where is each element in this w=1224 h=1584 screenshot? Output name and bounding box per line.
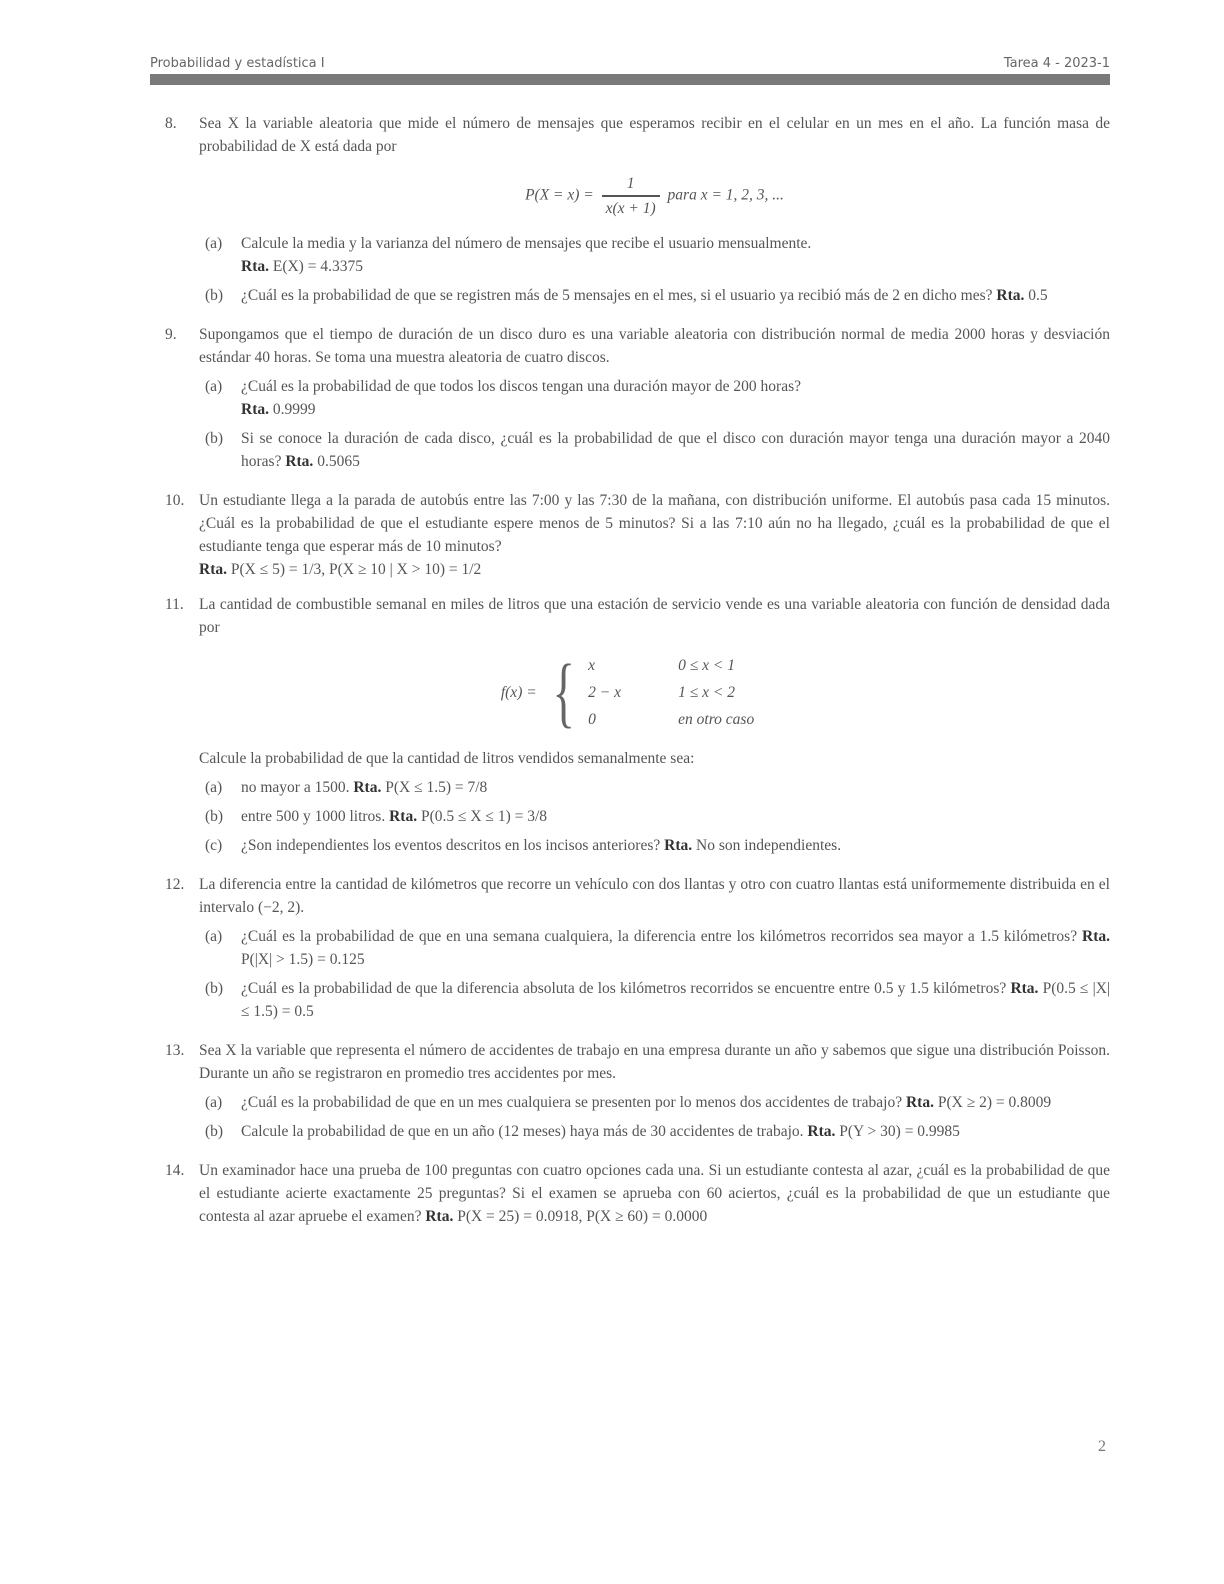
exercise-number: 12. [165,876,185,893]
answer-label: Rta. [1082,928,1110,945]
exercise-text: Un estudiante llega a la parada de autobús entre las 7:00 y las 7:30 de la mañana, con distribución uniforme. El autobús pasa cada 15 minutos. ¿Cuál es la probabilidad de que el estudiante espere menos de 5 minutos? Si a las 7:10 aún no ha llegado, ¿cuál es la probabilidad de que el estudiante tenga que esperar más de 10 minutos? [199,492,1110,555]
subexercise-a [205,1091,1110,1114]
exercise-list [165,112,1110,1240]
answer-value: No son independientes. [696,837,842,854]
sub-label: (b) [205,808,224,825]
answer-value: P(0.5 ≤ |X| ≤ 1.5) = 0.5 [241,980,1110,1020]
answer-label: Rta. [1010,980,1039,997]
sub-label: (b) [205,287,224,304]
subexercise-a [205,375,1110,421]
exercise-8 [165,112,1110,311]
answer-label: Rta. [664,837,693,854]
subexercise-b [205,1120,1110,1143]
fraction-numerator: 1 [602,172,660,197]
exercise-number: 10. [165,492,185,509]
answer-label: Rta. [425,1208,454,1225]
answer-label: Rta. [807,1123,836,1140]
sub-label: (a) [205,378,223,395]
exercise-number: 9. [165,326,177,343]
exercise-text: La cantidad de combustible semanal en miles de litros que una estación de servicio vende es una variable aleatoria con función de densidad dada por [199,596,1110,636]
case-expression: 0 [588,710,596,728]
exercise-tail-text: Calcule la probabilidad de que la cantidad de litros vendidos semanalmente sea: [199,750,695,767]
exercise-14 [165,1159,1110,1228]
subexercise-a [205,232,1110,278]
answer-value: E(X) = 4.3375 [272,258,363,275]
sub-text: ¿Cuál es la probabilidad de que en una semana cualquiera, la diferencia entre los kilómetros recorridos sea mayor a 1.5 kilómetros? [241,928,1078,945]
exercise-text: Sea X la variable que representa el número de accidentes de trabajo en una empresa durante un año y sabemos que sigue una distribución Poisson. Durante un año se registraron en promedio tres accidentes por mes. [199,1042,1110,1082]
subexercise-b [205,427,1110,473]
exercise-text: Supongamos que el tiempo de duración de un disco duro es una variable aleatoria con distribución normal de media 2000 horas y desviación estándar 40 horas. Se toma una muestra aleatoria de cuatro discos. [199,326,1110,366]
sub-label: (b) [205,430,224,447]
exercise-13 [165,1039,1110,1147]
sub-text: no mayor a 1500. [241,779,350,796]
page-number: 2 [1098,1438,1106,1455]
answer-value: 0.5 [1028,287,1048,304]
formula-fraction [602,172,660,220]
exercise-number: 11. [165,596,184,613]
sub-label: (b) [205,1123,224,1140]
case-condition: 1 ≤ x < 2 [678,683,735,701]
sub-label: (b) [205,980,224,997]
exercise-text: Un examinador hace una prueba de 100 preguntas con cuatro opciones cada una. Si un estudiante contesta al azar, ¿cuál es la probabilidad de que el estudiante acierte exactamente 25 preguntas? Si el examen se aprueba con 60 aciertos, ¿cuál es la probabilidad de que un estudiante que contesta al azar apruebe el examen? [199,1162,1110,1225]
case-condition: en otro caso [678,710,755,728]
exercise-text: La diferencia entre la cantidad de kilómetros que recorre un vehículo con dos llantas y otro con cuatro llantas está uniformemente distribuida en el intervalo (−2, 2). [199,876,1110,916]
answer-value: P(X ≤ 5) = 1/3, P(X ≥ 10 | X > 10) = 1/2 [230,561,482,578]
answer-value: 0.9999 [272,401,316,418]
answer-label: Rta. [285,453,314,470]
pmf-formula [199,172,1110,220]
formula-lhs: P(X = x) = [525,186,594,204]
sub-text: ¿Cuál es la probabilidad de que se registren más de 5 mensajes en el mes, si el usuario ya recibió más de 2 en dicho mes? [241,287,993,304]
sub-label: (a) [205,779,223,796]
sub-text: Calcule la probabilidad de que en un año (12 meses) haya más de 30 accidentes de trabajo. [241,1123,804,1140]
answer-label: Rta. [353,779,382,796]
answer-label: Rta. [241,401,269,418]
density-function [199,648,1110,735]
page-header [150,56,1110,71]
exercise-11 [165,593,1110,861]
case-expression: 2 − x [588,683,621,701]
header-course: Probabilidad y estadística I [150,56,325,71]
subexercise-c [205,834,1110,857]
subexercise-b [205,977,1110,1023]
sub-label: (a) [205,928,223,945]
answer-value: P(X ≤ 1.5) = 7/8 [385,779,488,796]
answer-label: Rta. [996,287,1025,304]
exercise-9 [165,323,1110,477]
sub-text: ¿Son independientes los eventos descritos en los incisos anteriores? [241,837,661,854]
exercise-text: Sea X la variable aleatoria que mide el número de mensajes que esperamos recibir en el celular en un mes en el año. La función masa de probabilidad de X está dada por [199,115,1110,155]
header-assignment: Tarea 4 - 2023-1 [1003,56,1110,71]
answer-value: P(|X| > 1.5) = 0.125 [241,951,365,968]
answer-label: Rta. [389,808,418,825]
density-lhs: f(x) = [500,683,537,701]
sub-text: Si se conoce la duración de cada disco, ¿cuál es la probabilidad de que el disco con duración mayor tenga una duración mayor a 2040 horas? [241,430,1110,470]
exercise-number: 13. [165,1042,185,1059]
exercise-number: 14. [165,1162,185,1179]
sub-text: ¿Cuál es la probabilidad de que todos los discos tengan una duración mayor de 200 horas? [241,378,802,395]
exercise-number: 8. [165,115,177,132]
answer-value: P(Y > 30) = 0.9985 [839,1123,960,1140]
subexercise-a [205,925,1110,971]
answer-label: Rta. [199,561,227,578]
sub-text: Calcule la media y la varianza del número de mensajes que recibe el usuario mensualmente. [241,235,812,252]
subexercise-b [205,284,1110,307]
sub-text: ¿Cuál es la probabilidad de que en un mes cualquiera se presenten por lo menos dos accidentes de trabajo? [241,1094,903,1111]
answer-label: Rta. [905,1094,934,1111]
formula-condition: para x = 1, 2, 3, ... [667,186,784,204]
answer-value: 0.5065 [317,453,360,470]
exercise-12 [165,873,1110,1027]
case-expression: x [588,656,596,674]
subexercise-a [205,776,1110,799]
exercise-10 [165,489,1110,581]
density-cases [588,654,808,731]
answer-value: P(0.5 ≤ X ≤ 1) = 3/8 [420,808,548,825]
sub-text: entre 500 y 1000 litros. [241,808,386,825]
sub-label: (a) [205,1094,223,1111]
answer-value: P(X = 25) = 0.0918, P(X ≥ 60) = 0.0000 [457,1208,708,1225]
fraction-denominator: x(x + 1) [605,200,656,217]
left-brace: { [552,648,575,735]
subexercise-b [205,805,1110,828]
header-rule [150,74,1110,85]
sub-text: ¿Cuál es la probabilidad de que la diferencia absoluta de los kilómetros recorridos se encuentre entre 0.5 y 1.5 kilómetros? [241,980,1007,997]
sub-label: (c) [205,837,223,854]
answer-label: Rta. [241,258,269,275]
sub-label: (a) [205,235,223,252]
case-condition: 0 ≤ x < 1 [678,656,735,674]
answer-value: P(X ≥ 2) = 0.8009 [937,1094,1052,1111]
